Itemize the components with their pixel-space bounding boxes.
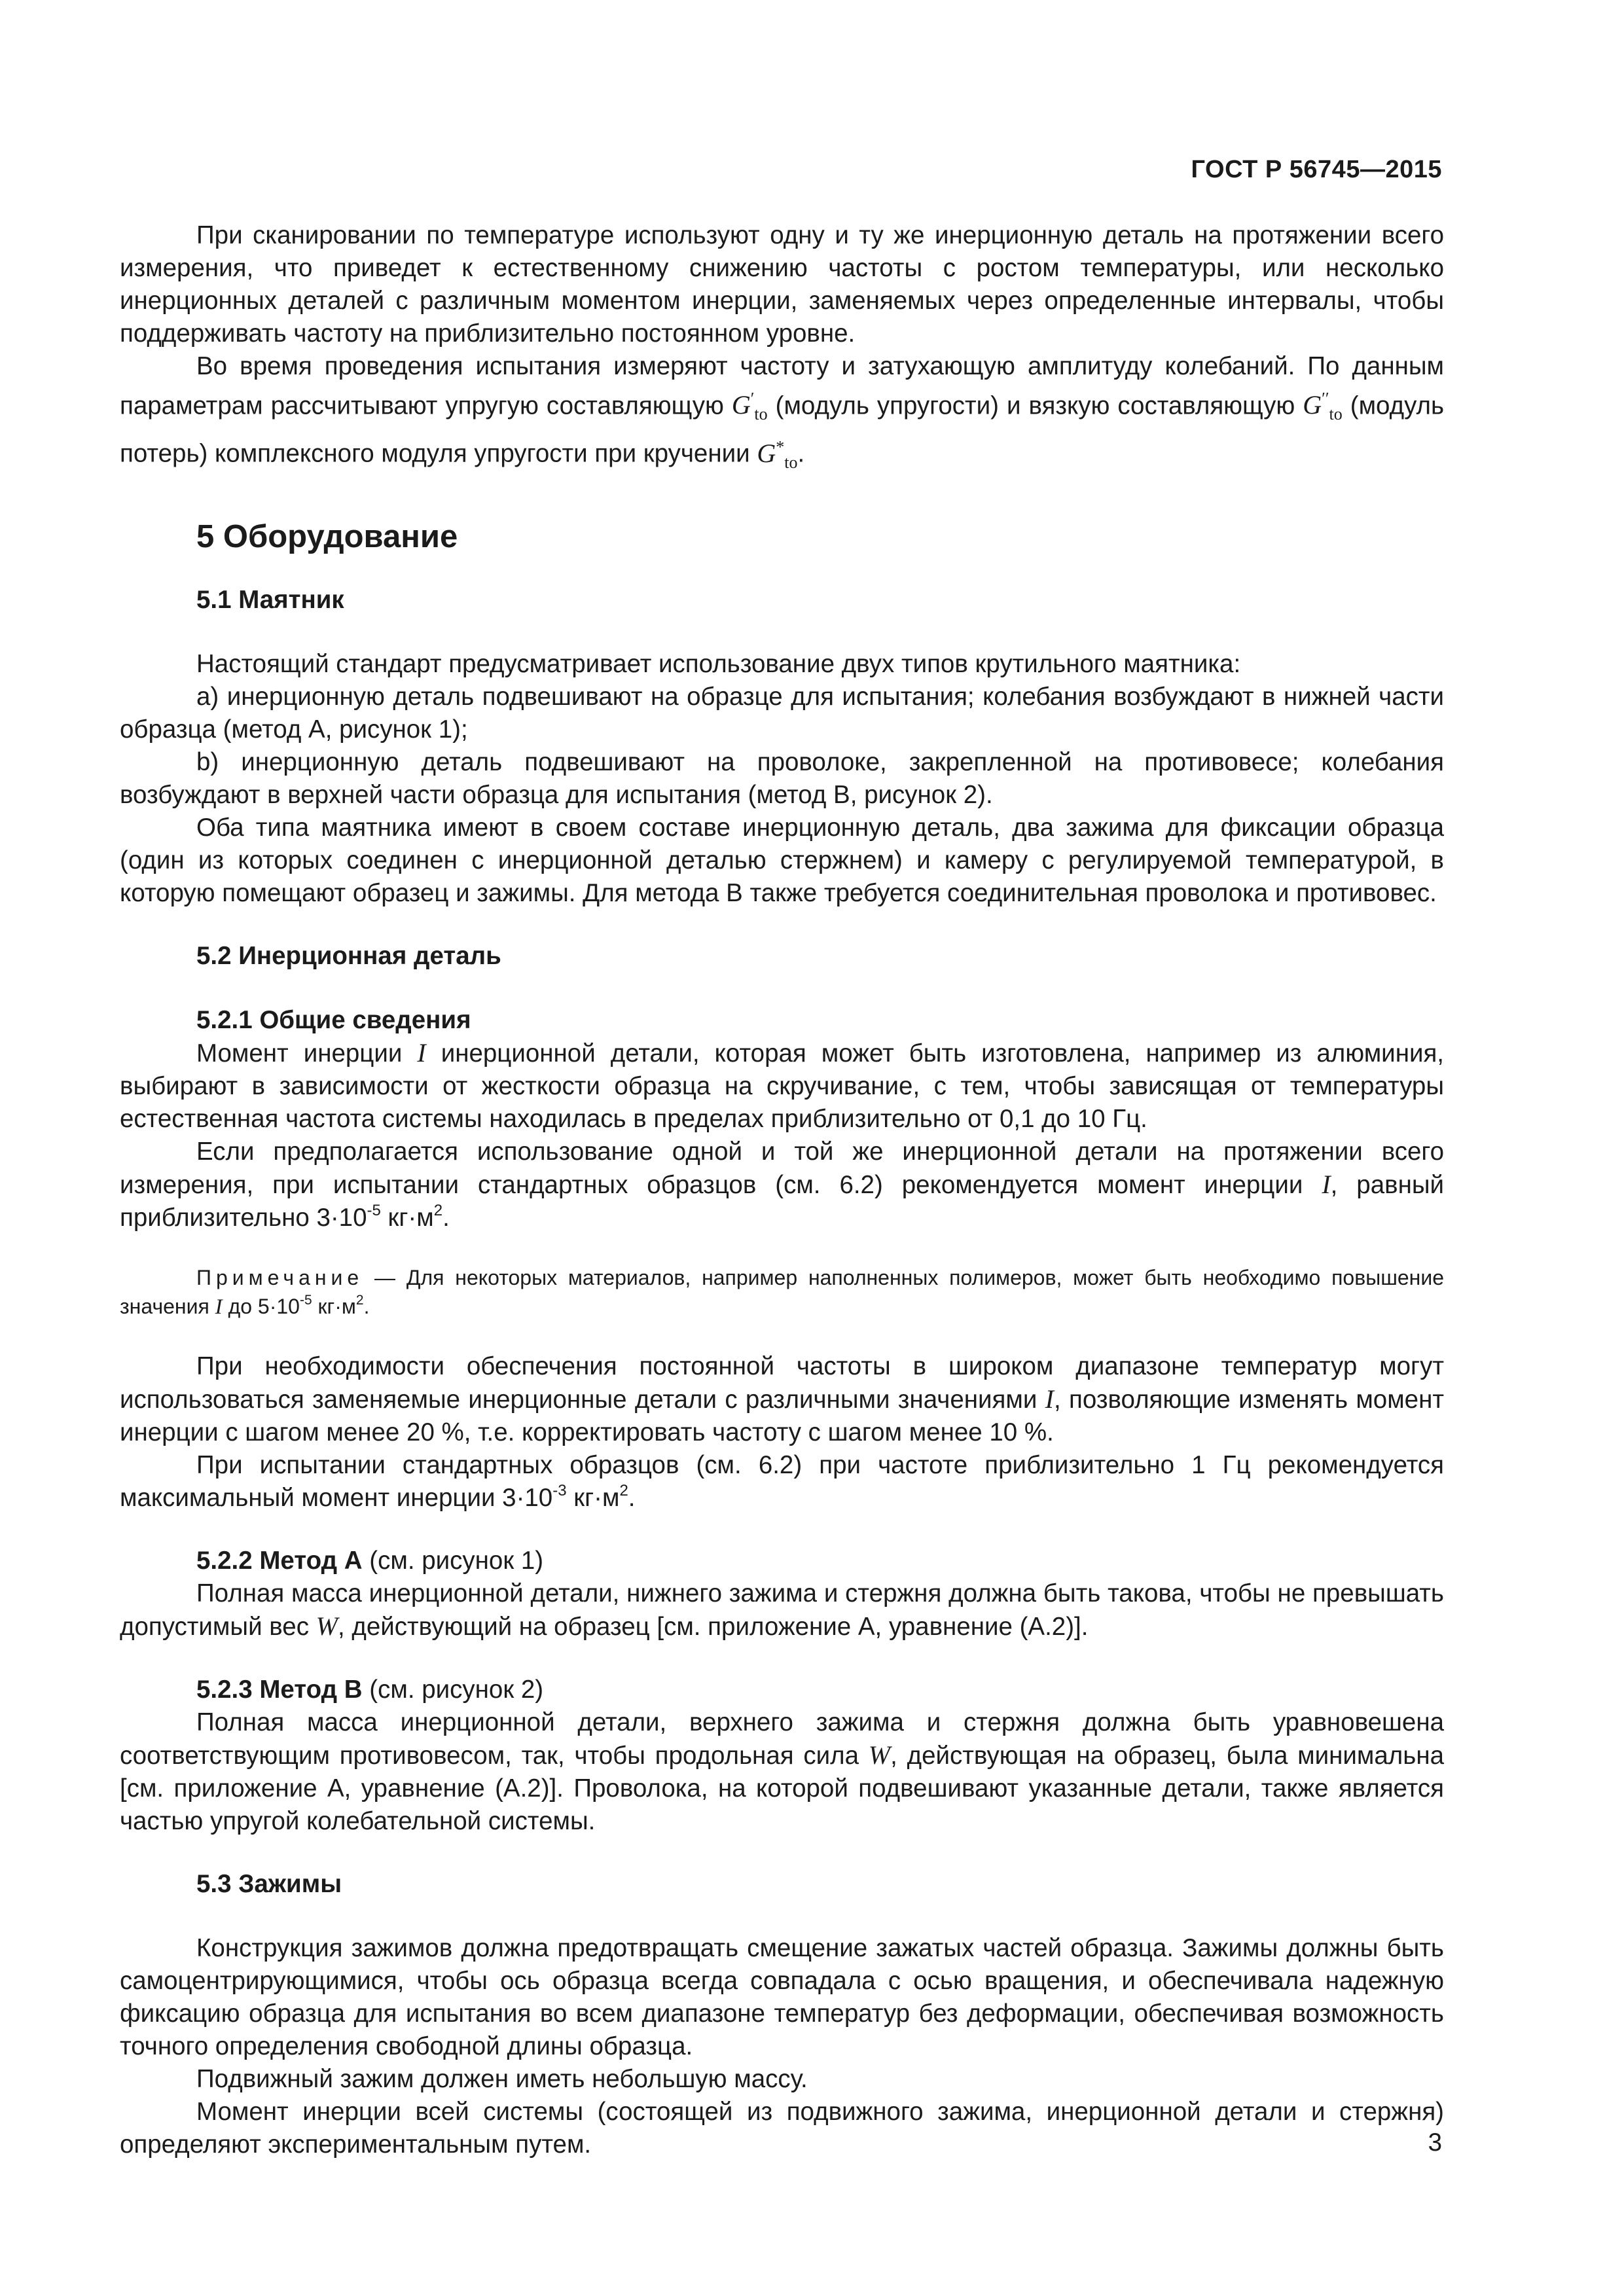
exponent: -5 [299,1293,312,1308]
s521-p2-end: . [442,1203,450,1232]
force-symbol: W [868,1740,891,1770]
section-5-3-heading: 5.3 Зажимы [196,1869,342,1898]
s521-p2-text-a: Если предполагается использование одной и той же инерционной детали на протяжении всего измерения, при испытании стандартных образцов (см. 6.2) рекомендуется момент инерции [120,1137,1444,1199]
inertia-symbol: I [1322,1169,1331,1199]
symbol-subscript: to [1329,404,1343,424]
symbol-subscript: to [784,452,798,472]
s523-paragraph-1 [120,1706,1444,1838]
intro-p2-text-b: (модуль упругости) и вязкую составляющую [775,391,1295,420]
intro-paragraph-2 [120,350,1444,479]
s523-title-rest: (см. рисунок 2) [362,1675,544,1704]
s53-paragraph-3: Момент инерции всей системы (состоящей из подвижного зажима, инерционной детали и стержня) определяют экспериментальным путем. [120,2097,1444,2159]
note-paragraph [120,1263,1444,1321]
section-5-heading: 5 Оборудование [196,518,458,554]
exponent: -3 [552,1481,567,1499]
note-label: Примечание [196,1265,364,1289]
exponent: 2 [619,1481,628,1499]
s522-p1-text-b: , действующий на образец [см. приложение А, уравнение (А.2)]. [338,1612,1089,1641]
s521-p4-unit: кг·м [566,1483,620,1512]
s521-paragraph-1 [120,1037,1444,1136]
symbol-subscript: to [754,404,768,424]
symbol-g: G [731,390,751,420]
s51-paragraph-4: Оба типа маятника имеют в своем составе инерционную деталь, два зажима для фиксации образца (один из которых соединен с инерционной деталью стержнем) и камеру с регулируемой температурой, в которую помещают образец и зажимы. Для метода В также требуется соединительная проволока и противовес. [120,813,1444,907]
s523-p1-text-a: Полная масса инерционной детали, верхнего зажима и стержня должна быть уравновешена соответствующим противовесом, так, чтобы продольная сила [120,1708,1444,1770]
s51-paragraph-2: а) инерционную деталь подвешивают на образце для испытания; колебания возбуждают в нижней части образца (метод А, рисунок 1); [120,682,1444,744]
intro-p2-text-a: Во время проведения испытания измеряют частоту и затухающую амплитуду колебаний. По данным параметрам рассчитывают упругую составляющую [120,352,1444,420]
s522-paragraph-1 [120,1577,1444,1643]
section-5-2-heading: 5.2 Инерционная деталь [196,941,501,970]
s53-paragraph-2: Подвижный зажим должен иметь небольшую массу. [196,2064,808,2093]
s522-p1-text-a: Полная масса инерционной детали, нижнего зажима и стержня должна быть такова, чтобы не превышать допустимый вес [120,1579,1444,1641]
weight-symbol: W [316,1611,338,1641]
document-body [120,219,1444,2161]
s51-paragraph-1: Настоящий стандарт предусматривает использование двух типов крутильного маятника: [196,649,1241,678]
s523-title-bold: 5.2.3 Метод В [196,1675,363,1704]
standard-code: ГОСТ Р 56745—2015 [1191,156,1442,183]
note-unit: кг·м [312,1294,356,1318]
intro-p2-end: . [797,439,805,468]
symbol-star: * [776,437,785,457]
section-5-1-heading: 5.1 Маятник [196,585,344,614]
symbol-g: G [757,438,776,468]
s51-paragraph-3: b) инерционную деталь подвешивают на проволоке, закрепленной на противовесе; колебания возбуждают в верхней части образца для испытания (метод В, рисунок 2). [120,747,1444,809]
s522-title-bold: 5.2.2 Метод А [196,1546,363,1575]
exponent: -5 [367,1201,381,1219]
s521-p4-end: . [628,1483,636,1512]
s521-paragraph-3 [120,1350,1444,1449]
s521-p1-text-a: Момент инерции [196,1039,403,1067]
inertia-symbol: I [215,1295,223,1319]
note-end: . [363,1294,370,1318]
inertia-symbol: I [417,1037,426,1067]
symbol-double-prime: ′′ [1322,389,1329,408]
complex-modulus-symbol [757,437,798,472]
symbol-prime: ′ [750,389,755,408]
s521-p3-text-a: При необходимости обеспечения постоянной частоты в широком диапазоне температур могут использоваться заменяемые инерционные детали с различными значениями [120,1352,1444,1414]
section-5-2-3-heading [120,1674,1444,1706]
exponent: 2 [433,1201,443,1219]
symbol-g: G [1303,390,1322,420]
s521-p4-text-a: При испытании стандартных образцов (см. 6.2) при частоте приблизительно 1 Гц рекомендуется максимальный момент инерции 3·10 [120,1450,1444,1512]
storage-modulus-symbol [731,389,768,424]
section-5-2-1-heading: 5.2.1 Общие сведения [196,1005,471,1034]
intro-p2-text-c: (модуль потерь) комплексного модуля упругости при кручении [120,391,1445,468]
s53-paragraph-1: Конструкция зажимов должна предотвращать смещение зажатых частей образца. Зажимы должны быть самоцентрирующимися, чтобы ось образца всегда совпадала с осью вращения, и обеспечивала надежную фиксацию образца для испытания во всем диапазоне температур без деформации, обеспечивая возможность точного определения свободной длины образца. [120,1933,1444,2060]
exponent: 2 [355,1293,364,1308]
s521-p3-text-b: , позволяющие изменять момент инерции с шагом менее 20 %, т.е. корректировать частоту с шагом менее 10 %. [120,1385,1444,1446]
note-text-b: до 5·10 [228,1294,300,1318]
loss-modulus-symbol [1303,389,1343,424]
note-text-a: — Для некоторых материалов, например наполненных полимеров, может быть необходимо повышение значения [120,1265,1444,1318]
s521-paragraph-2 [120,1136,1444,1234]
s521-p2-text-b: , равный приблизительно 3·10 [120,1170,1445,1232]
s521-p1-text-b: инерционной детали, которая может быть изготовлена, например из алюминия, выбирают в зависимости от жесткости образца на скручивание, с тем, чтобы зависящая от температуры естественная частота системы находилась в пределах приблизительно от 0,1 до 10 Гц. [120,1039,1445,1133]
page-number: 3 [1428,2128,1442,2157]
s523-p1-text-b: , действующая на образец, была минимальна [см. приложение А, уравнение (А.2)]. Проволока, на которой подвешивают указанные детали, также является частью упругой колебательной системы. [120,1741,1444,1835]
s522-title-rest: (см. рисунок 1) [362,1546,544,1575]
inertia-symbol: I [1045,1384,1054,1414]
section-5-2-2-heading [120,1545,1444,1577]
s521-p2-unit: кг·м [380,1203,434,1232]
s521-paragraph-4 [120,1449,1444,1515]
intro-paragraph-1: При сканировании по температуре используют одну и ту же инерционную деталь на протяжении всего измерения, что приведет к естественному снижению частоты с ростом температуры, или несколько инерционных деталей с различным моментом инерции, заменяемых через определенные интервалы, чтобы поддерживать частоту на приблизительно постоянном уровне. [120,221,1444,348]
